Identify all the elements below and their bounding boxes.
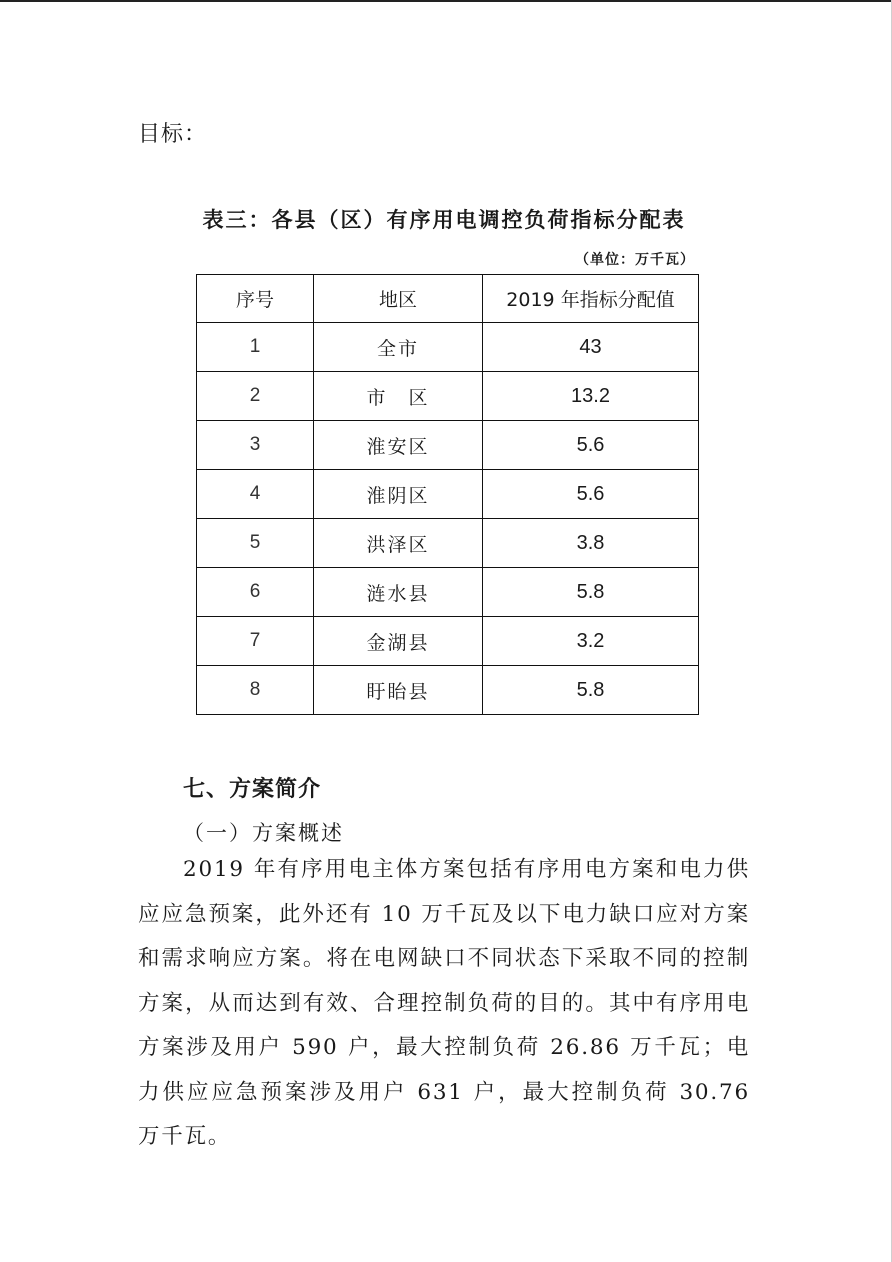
row-region: 全市 — [314, 323, 483, 372]
table-row — [197, 421, 699, 470]
table-row — [197, 470, 699, 519]
row-value: 3.2 — [483, 617, 699, 666]
body-paragraph: 2019 年有序用电主体方案包括有序用电方案和电力供应应急预案，此外还有 10 万千瓦及以下电力缺口应对方案和需求响应方案。将在电网缺口不同状态下采取不同的控制方案，从而达到有效、合理控制负荷的目的。其中有序用电方案涉及用户 590 户，最大控制负荷 26.86 万千瓦；电力供应应急预案涉及用户 631 户，最大控制负荷 30.76 万千瓦。 — [138, 857, 750, 1149]
row-region: 淮阴区 — [314, 470, 483, 519]
row-value: 5.6 — [483, 421, 699, 470]
header-region: 地区 — [314, 275, 483, 323]
row-index: 2 — [197, 372, 314, 421]
subsection-heading: （一）方案概述 — [183, 821, 344, 845]
row-region: 涟水县 — [314, 568, 483, 617]
row-region: 金湖县 — [314, 617, 483, 666]
header-value: 2019 年指标分配值 — [483, 275, 699, 323]
row-region: 洪泽区 — [314, 519, 483, 568]
row-value: 5.6 — [483, 470, 699, 519]
table-unit: （单位：万千瓦） — [575, 252, 695, 268]
table-row — [197, 617, 699, 666]
table-title: 表三：各县（区）有序用电调控负荷指标分配表 — [202, 208, 686, 232]
row-region: 盱眙县 — [314, 666, 483, 715]
table-row — [197, 323, 699, 372]
table-header-row — [197, 275, 699, 323]
row-index: 5 — [197, 519, 314, 568]
table-row — [197, 519, 699, 568]
intro-text: 目标： — [138, 122, 208, 147]
page-top-border — [0, 0, 892, 2]
row-region: 市 区 — [314, 372, 483, 421]
row-index: 4 — [197, 470, 314, 519]
row-index: 1 — [197, 323, 314, 372]
row-value: 13.2 — [483, 372, 699, 421]
row-value: 5.8 — [483, 666, 699, 715]
table-row — [197, 568, 699, 617]
row-value: 5.8 — [483, 568, 699, 617]
table-row — [197, 666, 699, 715]
row-value: 43 — [483, 323, 699, 372]
allocation-table — [196, 274, 699, 715]
row-index: 7 — [197, 617, 314, 666]
table-row — [197, 372, 699, 421]
header-index: 序号 — [197, 275, 314, 323]
section-heading: 七、方案简介 — [183, 777, 322, 802]
row-index: 3 — [197, 421, 314, 470]
row-region: 淮安区 — [314, 421, 483, 470]
row-value: 3.8 — [483, 519, 699, 568]
row-index: 6 — [197, 568, 314, 617]
row-index: 8 — [197, 666, 314, 715]
